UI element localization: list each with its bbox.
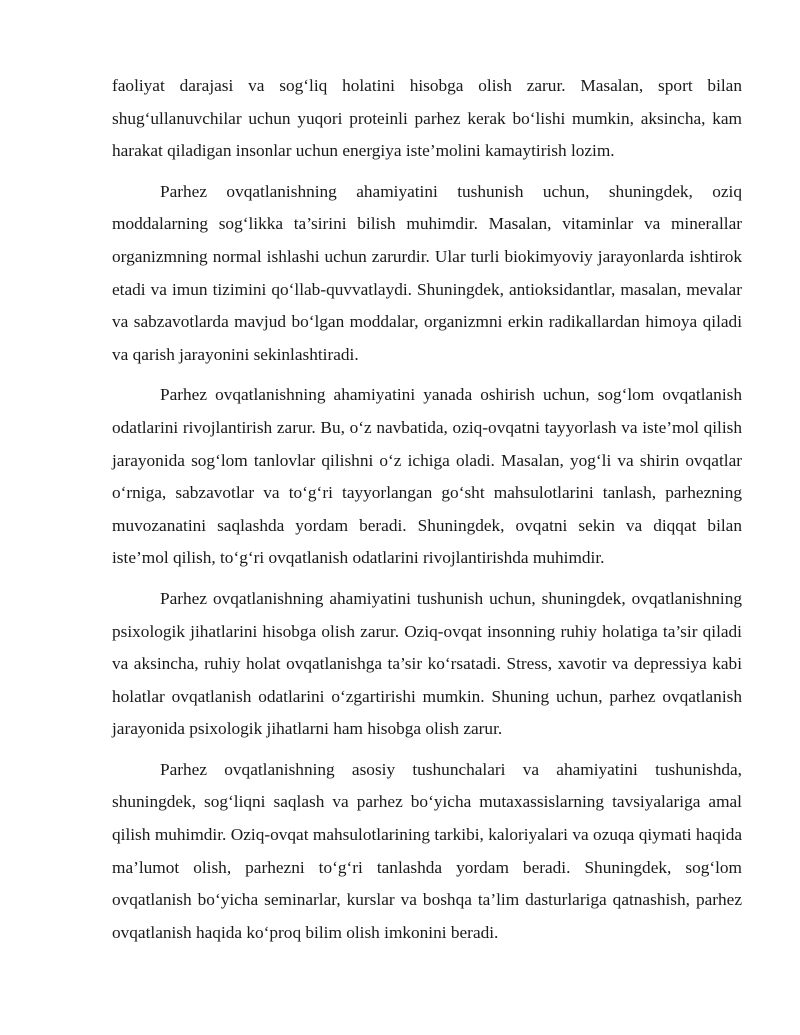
paragraph-continuation: faoliyat darajasi va sog‘liq holatini hisobga olish zarur. Masalan, sport bilan shug‘ullanuvchilar uchun yuqori proteinli parhez kerak bo‘lishi mumkin, aksincha, kam harakat qiladigan insonlar uchun energiya iste’molini kamaytirish lozim. xyxy=(112,76,742,161)
paragraph-nutrients: Parhez ovqatlanishning ahamiyatini tushunish uchun, shuningdek, oziq moddalarning sog‘likka ta’sirini bilish muhimdir. Masalan, vitaminlar va minerallar organizmning normal ishlashi uchun zarurdir. Ular turli biokimyoviy jarayonlarda ishtirok etadi va imun tizimini qo‘llab-quvvatlaydi. Shuningdek, antioksidantlar, masalan, mevalar va sabzavotlarda mavjud bo‘lgan moddalar, organizmni erkin radikallardan himoya qiladi va qarish jarayonini sekinlashtiradi. xyxy=(112,181,742,364)
paragraph-psychology: Parhez ovqatlanishning ahamiyatini tushunish uchun, shuningdek, ovqatlanishning psixologik jihatlarini hisobga olish zarur. Oziq-ovqat insonning ruhiy holatiga ta’sir qiladi va aksincha, ruhiy holat ovqatlanishga ta’sir ko‘rsatadi. Stress, xavotir va depressiya kabi holatlar ovqatlanish odatlarini o‘zgartirishi mumkin. Shuning uchun, parhez ovqatlanish jarayonida psixologik jihatlarni ham hisobga olish zarur. xyxy=(112,588,742,739)
document-page xyxy=(112,70,742,957)
paragraph-expert-advice: Parhez ovqatlanishning asosiy tushunchalari va ahamiyatini tushunishda, shuningdek, sog‘liqni saqlash va parhez bo‘yicha mutaxassislarning tavsiyalariga amal qilish muhimdir. Oziq-ovqat mahsulotlarining tarkibi, kaloriyalari va ozuqa qiymati haqida ma’lumot olish, parhezni to‘g‘ri tanlashda yordam beradi. Shuningdek, sog‘lom ovqatlanish bo‘yicha seminarlar, kurslar va boshqa ta’lim dasturlariga qatnashish, parhez ovqatlanish haqida ko‘proq bilim olish imkonini beradi. xyxy=(112,759,742,942)
paragraph-healthy-habits: Parhez ovqatlanishning ahamiyatini yanada oshirish uchun, sog‘lom ovqatlanish odatlarini rivojlantirish zarur. Bu, o‘z navbatida, oziq-ovqatni tayyorlash va iste’mol qilish jarayonida sog‘lom tanlovlar qilishni o‘z ichiga oladi. Masalan, yog‘li va shirin ovqatlar o‘rniga, sabzavotlar va to‘g‘ri tayyorlangan go‘sht mahsulotlarini tanlash, parhezning muvozanatini saqlashda yordam beradi. Shuningdek, ovqatni sekin va diqqat bilan iste’mol qilish, to‘g‘ri ovqatlanish odatlarini rivojlantirishda muhimdir. xyxy=(112,385,742,568)
